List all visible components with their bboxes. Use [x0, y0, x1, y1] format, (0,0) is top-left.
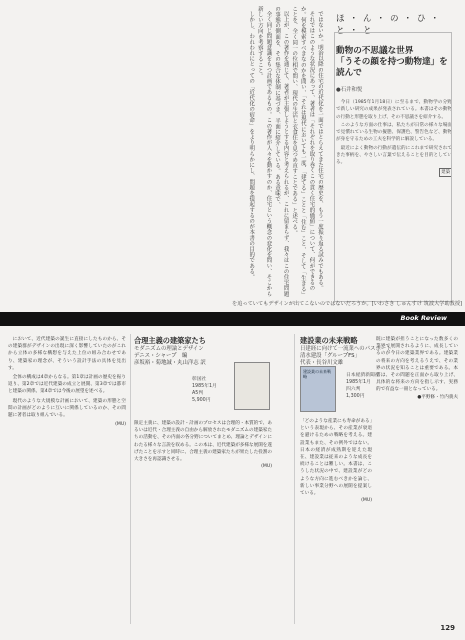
- column-paragraph: 最近によく動物の行動が遺伝的にこれまで研究されてきた事柄を、やさしい言葉で伝えることを目的としている。: [336, 145, 452, 166]
- book-cover-image: [234, 362, 270, 410]
- book-size: 四六判: [346, 387, 361, 392]
- page-number: 129: [440, 624, 455, 632]
- section-banner-label: Book Review: [400, 314, 447, 322]
- book-representative: 代表・長谷川文雄: [300, 360, 344, 366]
- book-cover-title: 建設業の未来戦略: [303, 369, 331, 379]
- column-divider: [130, 334, 131, 624]
- review-signature: (MU): [261, 464, 272, 470]
- book-price: 1,300円: [346, 394, 365, 399]
- book-author: デニス・シャープ 編: [134, 353, 188, 359]
- column-sidebar: [332, 6, 456, 306]
- article-paragraph: ではないか。明治以降の住宅の近代化を一面ではとらえてきた住宅の歴史を、もう一度振り返る試みでもある。: [317, 11, 323, 292]
- review-paragraph: において、近代建築の誕生に直接にしたものから、その建築群がデザインの出現に深く影響していたのがこれから立体の多様な構想を与えた上位の組み合わせであり、建築家の理念が、そういう設計手法の具体を見出す。: [8, 337, 126, 371]
- book-subtitle: モダニズムの理論とデザイン: [134, 346, 204, 352]
- article-paragraph: それではこのような状況にあって、著者は「それぞれを取り巻くこの貫く住宅的価値」について、何ができるのか。何を模索すべきなのかを問い、「それは現代においても一度、「建てる」ことと「住む」こと、そして「生きる」ことを、全く同一の位相で問い、現代の生活と衣食住を見つめ直すことである」と述べる。: [291, 6, 315, 298]
- book-title: 建設業の未来戦略: [300, 336, 358, 345]
- book-title: 合理主義の建築家たち: [134, 336, 206, 345]
- column-title-line: 「うその顔を持つ動物達」を読んで: [336, 57, 448, 78]
- book-size: A5判: [192, 391, 204, 396]
- review-left-column: [8, 336, 126, 428]
- top-article-vertical-text: [8, 6, 324, 302]
- column-kicker: ほ・ん・の・ひ・と・と: [336, 14, 445, 36]
- review-text: 「どのような産業にも寿命がある」という表現から、その産業が衰退を避けるための戦略を考える。建設業もまた、その例外ではない。日本の経済が成熟期を迎えた現在、建設業は従来のような成長を続けることは難しい。本書は、こうした状況の中で、建設業がどのような方向に進むべきかを論じ、新しい事業分野への展開を提案している。: [300, 419, 372, 497]
- article-footer: を追っていてもデザインが出てこないのではないだろうか。[いわさき しゅんすけ 筑波大学助教授]: [232, 301, 463, 307]
- book-date: 1985年1月: [192, 384, 217, 389]
- book-review-1: [134, 336, 272, 470]
- review-signature: ●平野修・竹内義夫: [417, 394, 458, 400]
- column-title-line: 動物の不思議な世界: [336, 46, 414, 56]
- review-text: 限定主義に、建築の設計・計画のプロセスは合理的・本質的で、あるいは近代・合理主義の自由から解放されたモダニズムの建築家たちの活動を、その内面の各分野についてまとめ、理論とデザインにわたる様々な言説を収める。この本は、近代建築が多様な展開を遂げたことを示すと同時に、合理主義の建築家たちが果たした役割の大きさを再認識させる。: [134, 421, 272, 463]
- book-subtitle: 日建経に向けて一流業へのパスポート: [300, 346, 392, 352]
- column-paragraph: このような方面の仕事は、私たちが日常の様々な場面で見慣れている生物の擬態、保護色、警告色など、動物が身を守るための工夫を科学的に解説している。: [336, 122, 452, 143]
- column-frame: [334, 32, 452, 302]
- review-signature: (MU): [115, 422, 126, 428]
- book-publication-info: [192, 376, 217, 404]
- review-text: 既に建築が担うことになった数多くの業界で展開されるように、成長しているのが今日の建築業界である。建築業の将来の方向を考えるうえで、その業界の状況を知ることは重要である。本書は、その問題を正面から取り上げ、具体的な将来の方向を指し示す、実務的で有益な一冊となっている。: [376, 337, 458, 393]
- review-paragraph: 現代のような大規模な計画において、建築の形態と空間の計画がどのように互いに関係しているのか、その問題に著者は取り組んでいる。: [8, 398, 126, 419]
- article-paragraph: 全く同じ問題意識をもつ計画であるもの。この著作が人々を動かすのか、住宅という概念の変化を問い、そこから新しい方向を考察すること。: [256, 6, 272, 297]
- book-price: 5,900円: [192, 398, 211, 403]
- book-date: 1985年1月: [346, 380, 371, 385]
- column-author: ●石井和悦: [336, 87, 363, 93]
- book-publisher: 日本経済新聞社: [346, 373, 380, 378]
- article-paragraph: しかし、われわれにとっての「近代化の宿命」をより明らかにし、問題を提起するのが本書の目的である。: [248, 11, 255, 281]
- column-paragraph: 今日（1985年1月18日）に至るまで、動物学の分野で新しい研究の成果が発表されている。本書はその動物の行動と形態を取り上げ、その不思議さを紹介する。: [336, 100, 452, 120]
- book-publication-info: [346, 372, 380, 400]
- book-review-body: [300, 418, 372, 504]
- review-signature: (MU): [361, 498, 372, 504]
- book-cover-image: [300, 366, 336, 412]
- article-paragraph: 以上が、この著作を通じて、著者が主張しようとする内容と考えられるが、これに留まらず、我々はこの住宅問題の事態の側面を、その集合な体制に基づき、半面に紹介している。ある意味で、: [274, 6, 289, 297]
- column-divider: [294, 334, 295, 624]
- review-continuation-column: [376, 336, 458, 401]
- section-banner: [0, 312, 465, 326]
- book-author: 清水建設「グループFS」: [300, 353, 360, 359]
- review-paragraph: 全体の構成は4章からなる。第1章は計画の歴史を振り返り、第2章では近代建築の成立と展開、第3章では都市と建築の関係、第4章では今後の展望を述べる。: [8, 375, 126, 395]
- book-review-body: [134, 420, 272, 470]
- book-publisher: 彰国社: [192, 377, 207, 382]
- category-tag: 建築: [439, 168, 452, 177]
- book-translator: 彦坂裕・菊地誠・丸山洋志 訳: [134, 360, 206, 366]
